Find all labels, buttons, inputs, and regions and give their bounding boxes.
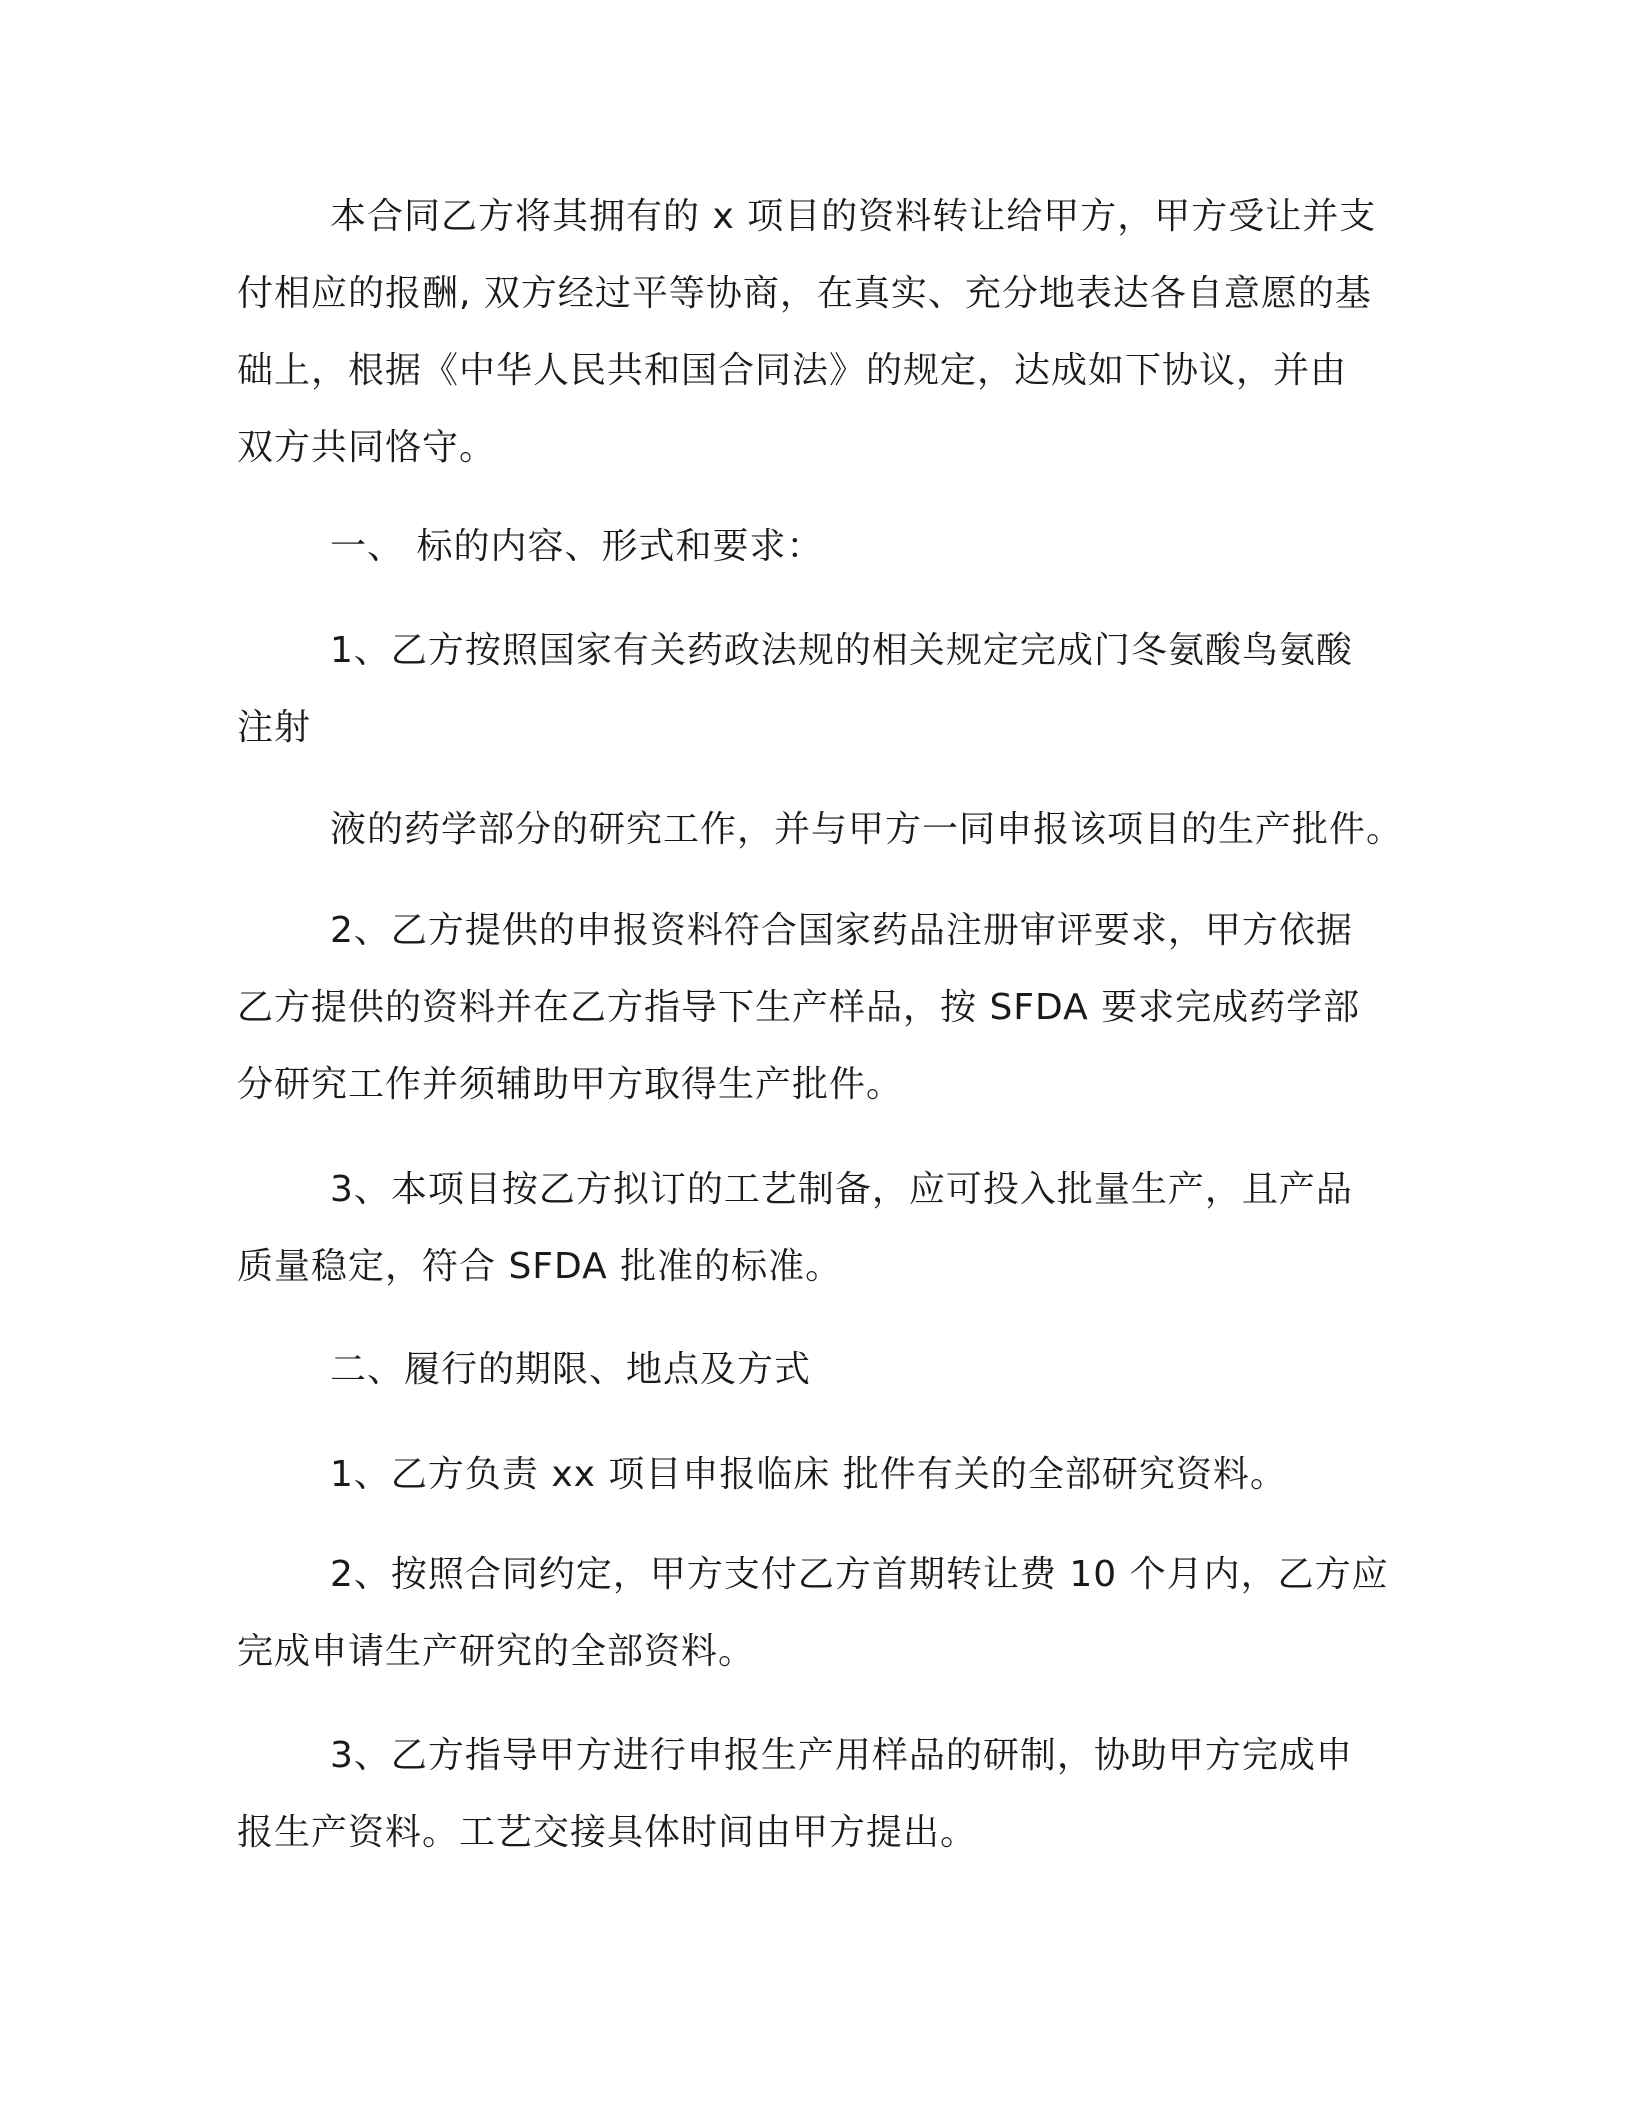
clause-2-1-line-1: 1、乙方负责 xx 项目申报临床 批件有关的全部研究资料。 xyxy=(330,1454,1287,1495)
paragraph-preamble-line-2: 付相应的报酬, 双方经过平等协商，在真实、充分地表达各自意愿的基 xyxy=(237,273,1372,314)
clause-1-3-line-1: 3、本项目按乙方拟订的工艺制备，应可投入批量生产，且产品 xyxy=(330,1169,1353,1210)
clause-1-2-line-3: 分研究工作并须辅助甲方取得生产批件。 xyxy=(237,1064,904,1105)
clause-1-2-line-2: 乙方提供的资料并在乙方指导下生产样品，按 SFDA 要求完成药学部 xyxy=(237,987,1361,1028)
section-heading-2: 二、履行的期限、地点及方式 xyxy=(330,1349,812,1390)
clause-2-3-line-1: 3、乙方指导甲方进行申报生产用样品的研制，协助甲方完成申 xyxy=(330,1735,1353,1776)
clause-1-2-line-1: 2、乙方提供的申报资料符合国家药品注册审评要求，甲方依据 xyxy=(330,910,1353,951)
paragraph-preamble-line-3: 础上，根据《中华人民共和国合同法》的规定，达成如下协议，并由 xyxy=(237,350,1348,391)
clause-1-1-line-1: 1、乙方按照国家有关药政法规的相关规定完成门冬氨酸鸟氨酸 xyxy=(330,630,1353,671)
section-heading-1: 一、 标的内容、形式和要求： xyxy=(330,526,824,567)
clause-1-1-line-3: 液的药学部分的研究工作，并与甲方一同申报该项目的生产批件。 xyxy=(330,809,1404,850)
clause-2-2-line-1: 2、按照合同约定，甲方支付乙方首期转让费 10 个月内，乙方应 xyxy=(330,1554,1389,1595)
clause-2-2-line-2: 完成申请生产研究的全部资料。 xyxy=(237,1631,756,1672)
clause-2-3-line-2: 报生产资料。工艺交接具体时间由甲方提出。 xyxy=(237,1812,978,1853)
paragraph-preamble-line-1: 本合同乙方将其拥有的 x 项目的资料转让给甲方，甲方受让并支 xyxy=(330,196,1377,237)
paragraph-preamble-line-4: 双方共同恪守。 xyxy=(237,427,497,468)
clause-1-1-line-2: 注射 xyxy=(237,707,312,748)
clause-1-3-line-2: 质量稳定，符合 SFDA 批准的标准。 xyxy=(237,1246,843,1287)
